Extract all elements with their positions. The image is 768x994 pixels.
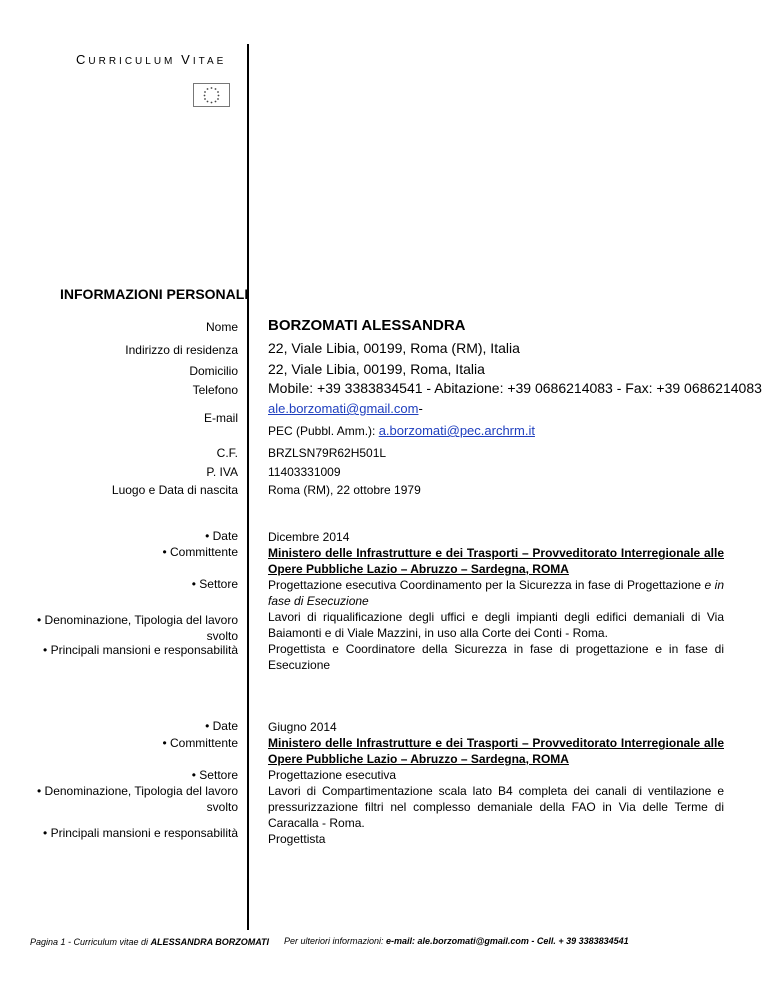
exp1-committente: Ministero delle Infrastrutture e dei Trasporti – Provveditorato Interregionale alle Opere Pubbliche Lazio – Abruzzo – Sardegna, ROMA [268,546,724,576]
exp2-denom: Lavori di Compartimentazione scala lato B4 completa dei canali di ventilazione e pressurizzazione filtri nel complesso demaniale della FAO in Via delle Terme di Caracalla - Roma. [268,784,724,830]
value-telefono: Mobile: +39 3383834541 - Abitazione: +39 0686214083 - Fax: +39 0686214083 [268,380,762,396]
exp1-denom: Lavori di riqualificazione degli uffici e degli impianti degli edifici demaniali di Via Baiamonti e di Viale Mazzini, in uso alla Corte dei Conti - Roma. [268,610,724,640]
exp2-committente-label: • Committente [162,736,238,750]
value-cf: BRZLSN79R62H501L [268,446,387,460]
label-nome: Nome [205,320,238,334]
label-cf: C.F. [216,446,238,460]
cv-title: CURRICULUM VITAE [76,52,227,67]
exp2-denom-label: • Denominazione, Tipologia del lavoro svolto [37,784,238,814]
footer-contact: Per ulteriori informazioni: e-mail: ale.borzomati@gmail.com - Cell. + 39 3383834541 [284,936,629,946]
value-indirizzo: 22, Viale Libia, 00199, Roma (RM), Italia [268,340,520,356]
exp2-mansioni: Progettista [268,832,326,846]
label-piva: P. IVA [206,465,238,479]
value-domicilio: 22, Viale Libia, 00199, Roma, Italia [268,361,485,377]
value-pec: PEC (Pubbl. Amm.): a.borzomati@pec.archrm.it [268,423,535,438]
label-telefono: Telefono [192,383,238,397]
value-nome: BORZOMATI ALESSANDRA [268,317,466,334]
exp1-denom-label: • Denominazione, Tipologia del lavoro svolto [37,613,238,643]
value-piva: 11403331009 [268,465,341,479]
exp2-mansioni-label: • Principali mansioni e responsabilità [43,826,238,840]
label-nascita: Luogo e Data di nascita [111,483,238,497]
footer-page-info: Pagina 1 - Curriculum vitae di ALESSANDRA BORZOMATI [30,937,270,947]
label-domicilio: Domicilio [189,364,238,378]
label-indirizzo: Indirizzo di residenza [125,343,238,357]
value-nascita: Roma (RM), 22 ottobre 1979 [268,483,421,497]
exp2-committente: Ministero delle Infrastrutture e dei Trasporti – Provveditorato Interregionale alle Opere Pubbliche Lazio – Abruzzo – Sardegna, ROMA [268,736,724,766]
value-email: ale.borzomati@gmail.com- [268,401,423,416]
exp2-date-label: • Date [205,719,238,733]
exp2-date: Giugno 2014 [268,720,337,734]
exp1-settore: Progettazione esecutiva Coordinamento per la Sicurezza in fase di Progettazione e in fase di Esecuzione [268,578,724,608]
exp1-committente-label: • Committente [162,545,238,559]
column-divider [247,44,249,930]
label-email: E-mail [203,411,238,425]
eu-flag-icon [193,83,230,107]
exp1-date: Dicembre 2014 [268,530,350,544]
exp1-date-label: • Date [205,529,238,543]
email-link[interactable]: ale.borzomati@gmail.com [268,401,419,416]
exp1-settore-label: • Settore [191,577,238,591]
section-title-personal: INFORMAZIONI PERSONALI [60,286,249,302]
pec-link[interactable]: a.borzomati@pec.archrm.it [378,423,535,438]
exp1-mansioni: Progettista e Coordinatore della Sicurezza in fase di progettazione e in fase di Esecuzione [268,642,724,672]
exp2-settore: Progettazione esecutiva [268,768,397,782]
exp2-settore-label: • Settore [191,768,238,782]
exp1-mansioni-label: • Principali mansioni e responsabilità [43,643,238,657]
